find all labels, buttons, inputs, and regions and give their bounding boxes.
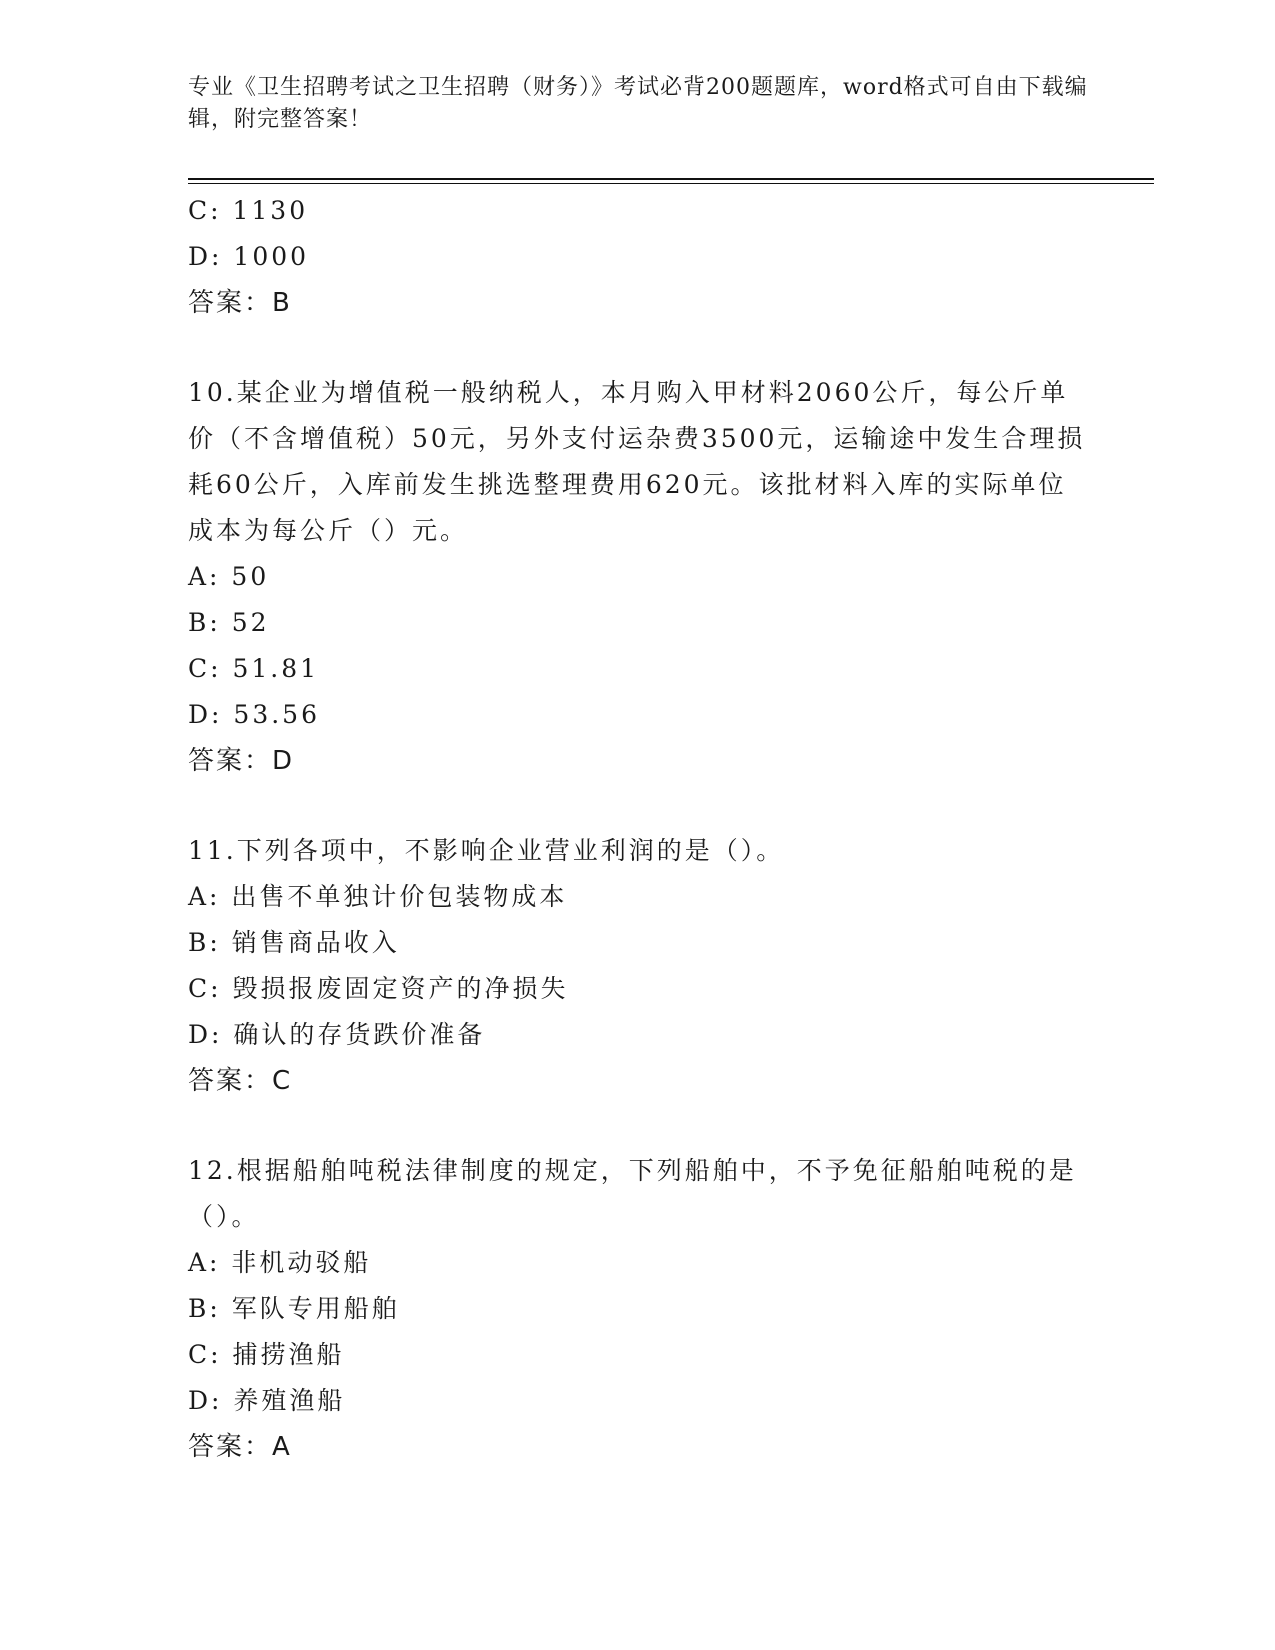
option-a: A: 非机动驳船 <box>188 1248 372 1277</box>
question-stem: 12.根据船舶吨税法律制度的规定，下列船舶中，不予免征船舶吨税的是（）。 <box>188 1156 1077 1231</box>
option-a: A: 出售不单独计价包装物成本 <box>188 882 568 911</box>
document-header: 专业《卫生招聘考试之卫生招聘（财务）》考试必背200题题库，word格式可自由下载编辑，附完整答案！ <box>188 75 1088 132</box>
question-block-11 <box>188 828 1088 1104</box>
question-block-10 <box>188 370 1088 784</box>
document-body <box>188 188 1088 1470</box>
question-stem: 10.某企业为增值税一般纳税人，本月购入甲材料2060公斤，每公斤单价（不含增值税）50元，另外支付运杂费3500元，运输途中发生合理损耗60公斤，入库前发生挑选整理费用620元。该批材料入库的实际单位成本为每公斤（）元。 <box>188 378 1086 545</box>
option-b: B: 52 <box>188 608 270 637</box>
option-b: B: 销售商品收入 <box>188 928 400 957</box>
question-block-previous <box>188 188 1088 326</box>
answer-line: 答案：B <box>188 288 292 318</box>
spacer <box>188 326 1088 370</box>
question-block-12 <box>188 1148 1088 1470</box>
option-d: D: 确认的存货跌价准备 <box>188 1020 486 1049</box>
answer-line: 答案：C <box>188 1066 293 1096</box>
spacer <box>188 1104 1088 1148</box>
option-d: D: 1000 <box>188 242 310 271</box>
option-d: D: 53.56 <box>188 700 320 729</box>
header-divider <box>188 178 1154 180</box>
option-c: C: 1130 <box>188 196 309 225</box>
option-c: C: 捕捞渔船 <box>188 1340 345 1369</box>
option-c: C: 51.81 <box>188 654 320 683</box>
header-divider-thin <box>188 183 1154 184</box>
option-d: D: 养殖渔船 <box>188 1386 346 1415</box>
answer-line: 答案：A <box>188 1432 292 1462</box>
answer-line: 答案：D <box>188 746 295 776</box>
spacer <box>188 784 1088 828</box>
option-a: A: 50 <box>188 562 270 591</box>
option-c: C: 毁损报废固定资产的净损失 <box>188 974 569 1003</box>
option-b: B: 军队专用船舶 <box>188 1294 400 1323</box>
question-stem: 11.下列各项中，不影响企业营业利润的是（）。 <box>188 836 785 865</box>
